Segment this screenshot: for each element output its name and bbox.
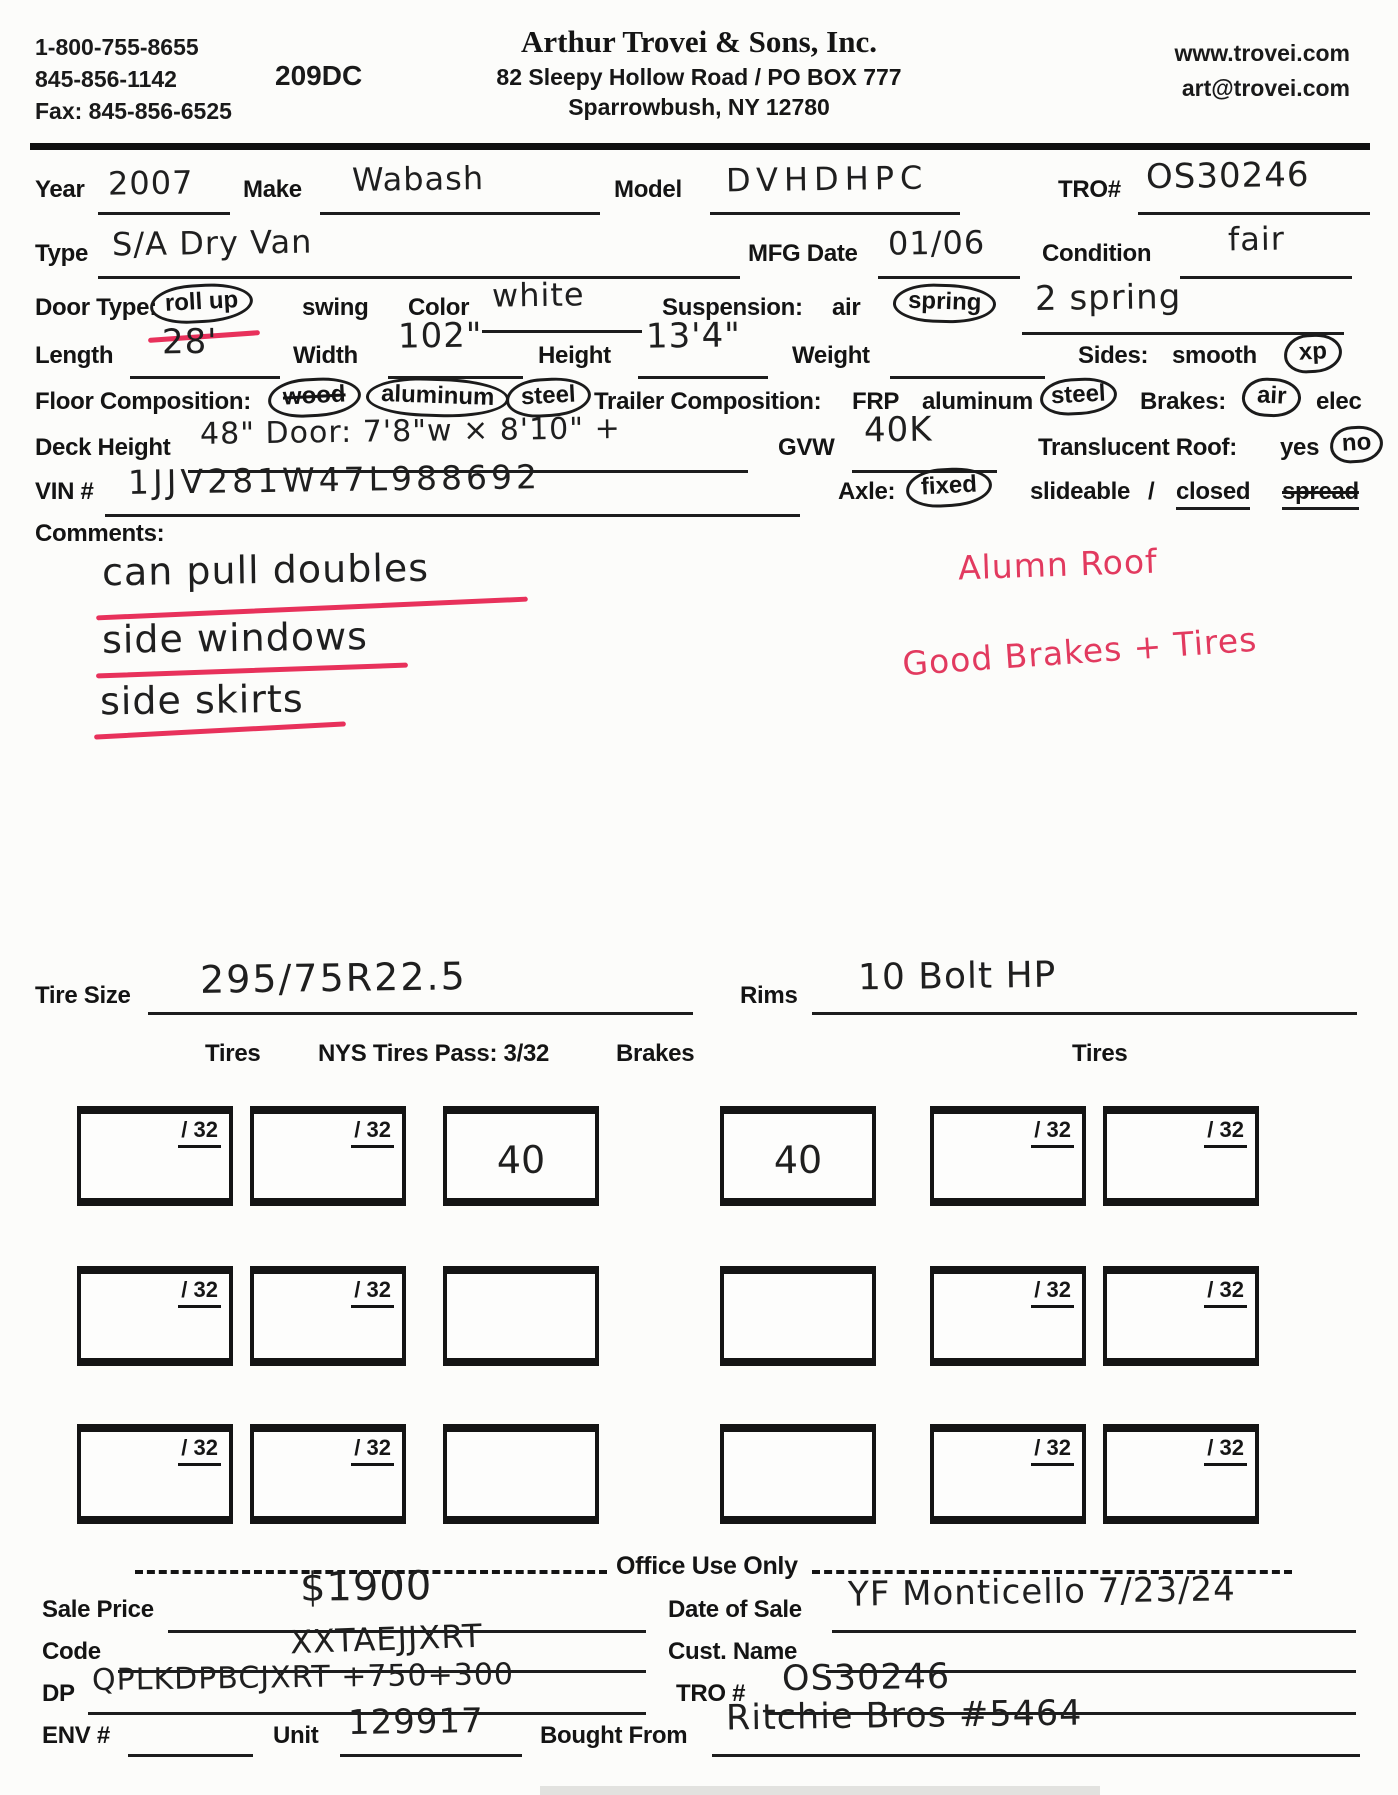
type-underline [98, 276, 740, 279]
width-value: 102" [397, 315, 483, 357]
office-tro-value: OS30246 [781, 1656, 951, 1700]
office-use-only-label: Office Use Only [616, 1552, 798, 1580]
brake-box-r2-right [720, 1266, 876, 1366]
brake-value-right: 40 [773, 1137, 823, 1183]
brake-box-r1-left [443, 1106, 599, 1206]
tire-depth-fraction: / 32 [1204, 1435, 1247, 1466]
col-header-brakes: Brakes [616, 1040, 695, 1067]
bought-from-label: Bought From [540, 1722, 688, 1749]
brake-box-r3-right [720, 1424, 876, 1524]
tire-depth-fraction: / 32 [1204, 1277, 1247, 1308]
col-header-tires-left: Tires [205, 1040, 261, 1067]
sides-smooth-option: smooth [1172, 342, 1257, 369]
tire-depth-fraction: / 32 [178, 1117, 221, 1148]
company-block [399, 0, 999, 121]
door-rollup-option: roll up [164, 286, 239, 317]
gvw-label: GVW [778, 434, 835, 461]
tire-box-r2c6 [1103, 1266, 1259, 1366]
vin-underline [105, 514, 800, 517]
office-tro-label: TRO # [676, 1680, 746, 1707]
trailer-composition-label: Trailer Composition: [594, 388, 822, 415]
tire-box-r3c1 [77, 1424, 233, 1524]
dp-label: DP [42, 1680, 75, 1707]
width-label: Width [293, 342, 358, 369]
bought-from-underline [712, 1754, 1360, 1757]
header-rule [30, 143, 1370, 150]
code-label: Code [42, 1638, 101, 1665]
roof-yes-option: yes [1280, 434, 1320, 461]
model-value: DVHDHPC [725, 158, 929, 200]
length-underline [130, 376, 280, 379]
code-value: XXTAEJJXRT [289, 1616, 484, 1662]
tire-box-r1c1 [77, 1106, 233, 1206]
vin-label: VIN # [35, 478, 94, 505]
comment-skirts: side skirts [99, 676, 304, 724]
deck-height-label: Deck Height [35, 434, 171, 461]
trailer-steel-option: steel [1050, 379, 1107, 410]
tire-box-r1c2 [250, 1106, 406, 1206]
fax-number: Fax: 845-856-6525 [35, 98, 232, 124]
comment-windows-red-underline [96, 663, 408, 679]
year-label: Year [35, 176, 85, 203]
color-underline [482, 330, 642, 333]
company-name: Arthur Trovei & Sons, Inc. [521, 24, 877, 59]
tro-underline [1138, 212, 1370, 215]
color-label: Color [408, 294, 470, 321]
floor-steel-option: steel [520, 380, 577, 411]
axle-fixed-option: fixed [920, 470, 978, 501]
suspension-underline [1022, 332, 1344, 335]
axle-slash: / [1148, 478, 1155, 505]
height-underline [638, 376, 768, 379]
vin-value: 1JJV281W47L988692 [127, 457, 542, 502]
axle-slideable-option: slideable [1030, 478, 1131, 505]
website: www.trovei.com [1174, 40, 1350, 66]
unit-underline [340, 1754, 522, 1757]
dp-value: QPLKDPBCJXRT +750+300 [91, 1657, 515, 1698]
length-value: 28' [161, 321, 218, 363]
mfg-date-underline [878, 276, 1020, 279]
brakes-air-option: air [1256, 381, 1288, 410]
axle-spread-option: spread [1282, 478, 1359, 510]
tire-size-underline [148, 1012, 693, 1015]
make-underline [320, 212, 600, 215]
tire-box-r2c5 [930, 1266, 1086, 1366]
company-city: Sparrowbush, NY 12780 [568, 94, 830, 120]
axle-label: Axle: [838, 478, 896, 505]
phone-local: 845-856-1142 [35, 66, 177, 92]
axle-closed-option: closed [1176, 478, 1250, 510]
color-value: white [491, 275, 585, 315]
tire-depth-fraction: / 32 [1031, 1277, 1074, 1308]
tire-box-r3c2 [250, 1424, 406, 1524]
comment-skirts-red-underline [94, 721, 346, 739]
tire-box-r2c2 [250, 1266, 406, 1366]
brake-box-r1-right [720, 1106, 876, 1206]
date-of-sale-underline [832, 1630, 1356, 1633]
brake-value-left: 40 [496, 1137, 546, 1183]
tire-depth-fraction: / 32 [178, 1277, 221, 1308]
make-label: Make [243, 176, 302, 203]
suspension-spring-circled [892, 282, 997, 325]
tro-value: OS30246 [1145, 154, 1310, 198]
translucent-roof-label: Translucent Roof: [1038, 434, 1237, 461]
brake-box-r3-left [443, 1424, 599, 1524]
phone-800: 1-800-755-8655 [35, 34, 199, 60]
date-of-sale-label: Date of Sale [668, 1596, 802, 1623]
env-label: ENV # [42, 1722, 110, 1749]
unit-value: 129917 [347, 1701, 485, 1743]
suspension-spring-option: spring [907, 286, 982, 317]
sides-xp-option: xp [1298, 337, 1328, 366]
brake-box-r2-left [443, 1266, 599, 1366]
suspension-air-option: air [832, 294, 861, 321]
bought-from-value: Ritchie Bros #5464 [725, 1693, 1083, 1739]
comment-windows: side windows [101, 614, 369, 662]
tire-depth-fraction: / 32 [351, 1277, 394, 1308]
brakes-air-circled [1241, 376, 1302, 418]
company-address: 82 Sleepy Hollow Road / PO BOX 777 [496, 64, 902, 90]
tire-size-label: Tire Size [35, 982, 131, 1009]
tro-label: TRO# [1058, 176, 1121, 203]
tire-depth-fraction: / 32 [351, 1435, 394, 1466]
tire-box-r3c5 [930, 1424, 1086, 1524]
door-type-label: Door Type: [35, 294, 157, 321]
floor-composition-label: Floor Composition: [35, 388, 251, 415]
brakes-label: Brakes: [1140, 388, 1226, 415]
make-value: Wabash [351, 159, 485, 199]
model-label: Model [614, 176, 682, 203]
comments-label: Comments: [35, 520, 165, 547]
mfg-date-value: 01/06 [887, 223, 986, 263]
condition-value: fair [1227, 219, 1286, 259]
tire-depth-fraction: / 32 [1204, 1117, 1247, 1148]
floor-aluminum-option: aluminum [380, 380, 495, 411]
tire-box-r2c1 [77, 1266, 233, 1366]
model-underline [710, 212, 960, 215]
red-note-roof: Alumn Roof [957, 541, 1159, 588]
tire-depth-fraction: / 32 [178, 1435, 221, 1466]
unit-label: Unit [273, 1722, 319, 1749]
brakes-elec-option: elec [1316, 388, 1362, 415]
red-note-brakes-tires: Good Brakes + Tires [901, 619, 1259, 684]
date-of-sale-value: YF Monticello 7/23/24 [847, 1569, 1237, 1615]
tire-box-r1c6 [1103, 1106, 1259, 1206]
type-value: S/A Dry Van [111, 222, 313, 264]
rims-underline [812, 1012, 1357, 1015]
sale-price-label: Sale Price [42, 1596, 154, 1623]
scan-artifact-strip [540, 1786, 1100, 1795]
type-label: Type [35, 240, 89, 267]
suspension-value: 2 spring [1034, 276, 1182, 320]
email: art@trovei.com [1181, 75, 1350, 101]
height-label: Height [538, 342, 611, 369]
env-underline [128, 1754, 253, 1757]
floor-wood-circled [267, 376, 362, 420]
trailer-steel-circled [1039, 376, 1118, 417]
sale-price-value: $1900 [299, 1563, 433, 1611]
col-header-tires-right: Tires [1072, 1040, 1128, 1067]
comment-doubles: can pull doubles [101, 545, 430, 595]
door-rollup-circled [149, 281, 254, 325]
sides-label: Sides: [1078, 342, 1149, 369]
year-value: 2007 [107, 163, 194, 203]
condition-label: Condition [1042, 240, 1152, 267]
length-label: Length [35, 342, 114, 369]
weight-label: Weight [792, 342, 870, 369]
suspension-label: Suspension: [662, 294, 803, 321]
tire-depth-fraction: / 32 [1031, 1435, 1074, 1466]
tire-size-value: 295/75R22.5 [199, 954, 467, 1002]
trailer-frp-option: FRP [852, 388, 900, 415]
tire-depth-fraction: / 32 [351, 1117, 394, 1148]
height-value: 13'4" [645, 315, 742, 357]
rims-label: Rims [740, 982, 798, 1009]
gvw-value: 40K [863, 409, 933, 451]
form-code: 209DC [275, 60, 363, 91]
contact-block [1000, 40, 1350, 102]
trailer-aluminum-option: aluminum [922, 388, 1033, 415]
tire-box-r1c5 [930, 1106, 1086, 1206]
sides-xp-circled [1283, 333, 1343, 375]
roof-no-circled [1329, 425, 1384, 465]
year-underline [98, 212, 230, 215]
condition-underline [1180, 276, 1352, 279]
deck-height-value: 48" Door: 7'8"w × 8'10" + [199, 411, 621, 452]
tire-depth-fraction: / 32 [1031, 1117, 1074, 1148]
col-header-nys-pass: NYS Tires Pass: 3/32 [318, 1040, 550, 1067]
cust-name-label: Cust. Name [668, 1638, 798, 1665]
tire-box-r3c6 [1103, 1424, 1259, 1524]
floor-wood-option: wood [282, 380, 347, 411]
rims-value: 10 Bolt HP [857, 954, 1057, 999]
door-swing-option: swing [302, 294, 369, 321]
mfg-date-label: MFG Date [748, 240, 858, 267]
weight-underline [890, 376, 1045, 379]
roof-no-option: no [1341, 428, 1372, 457]
